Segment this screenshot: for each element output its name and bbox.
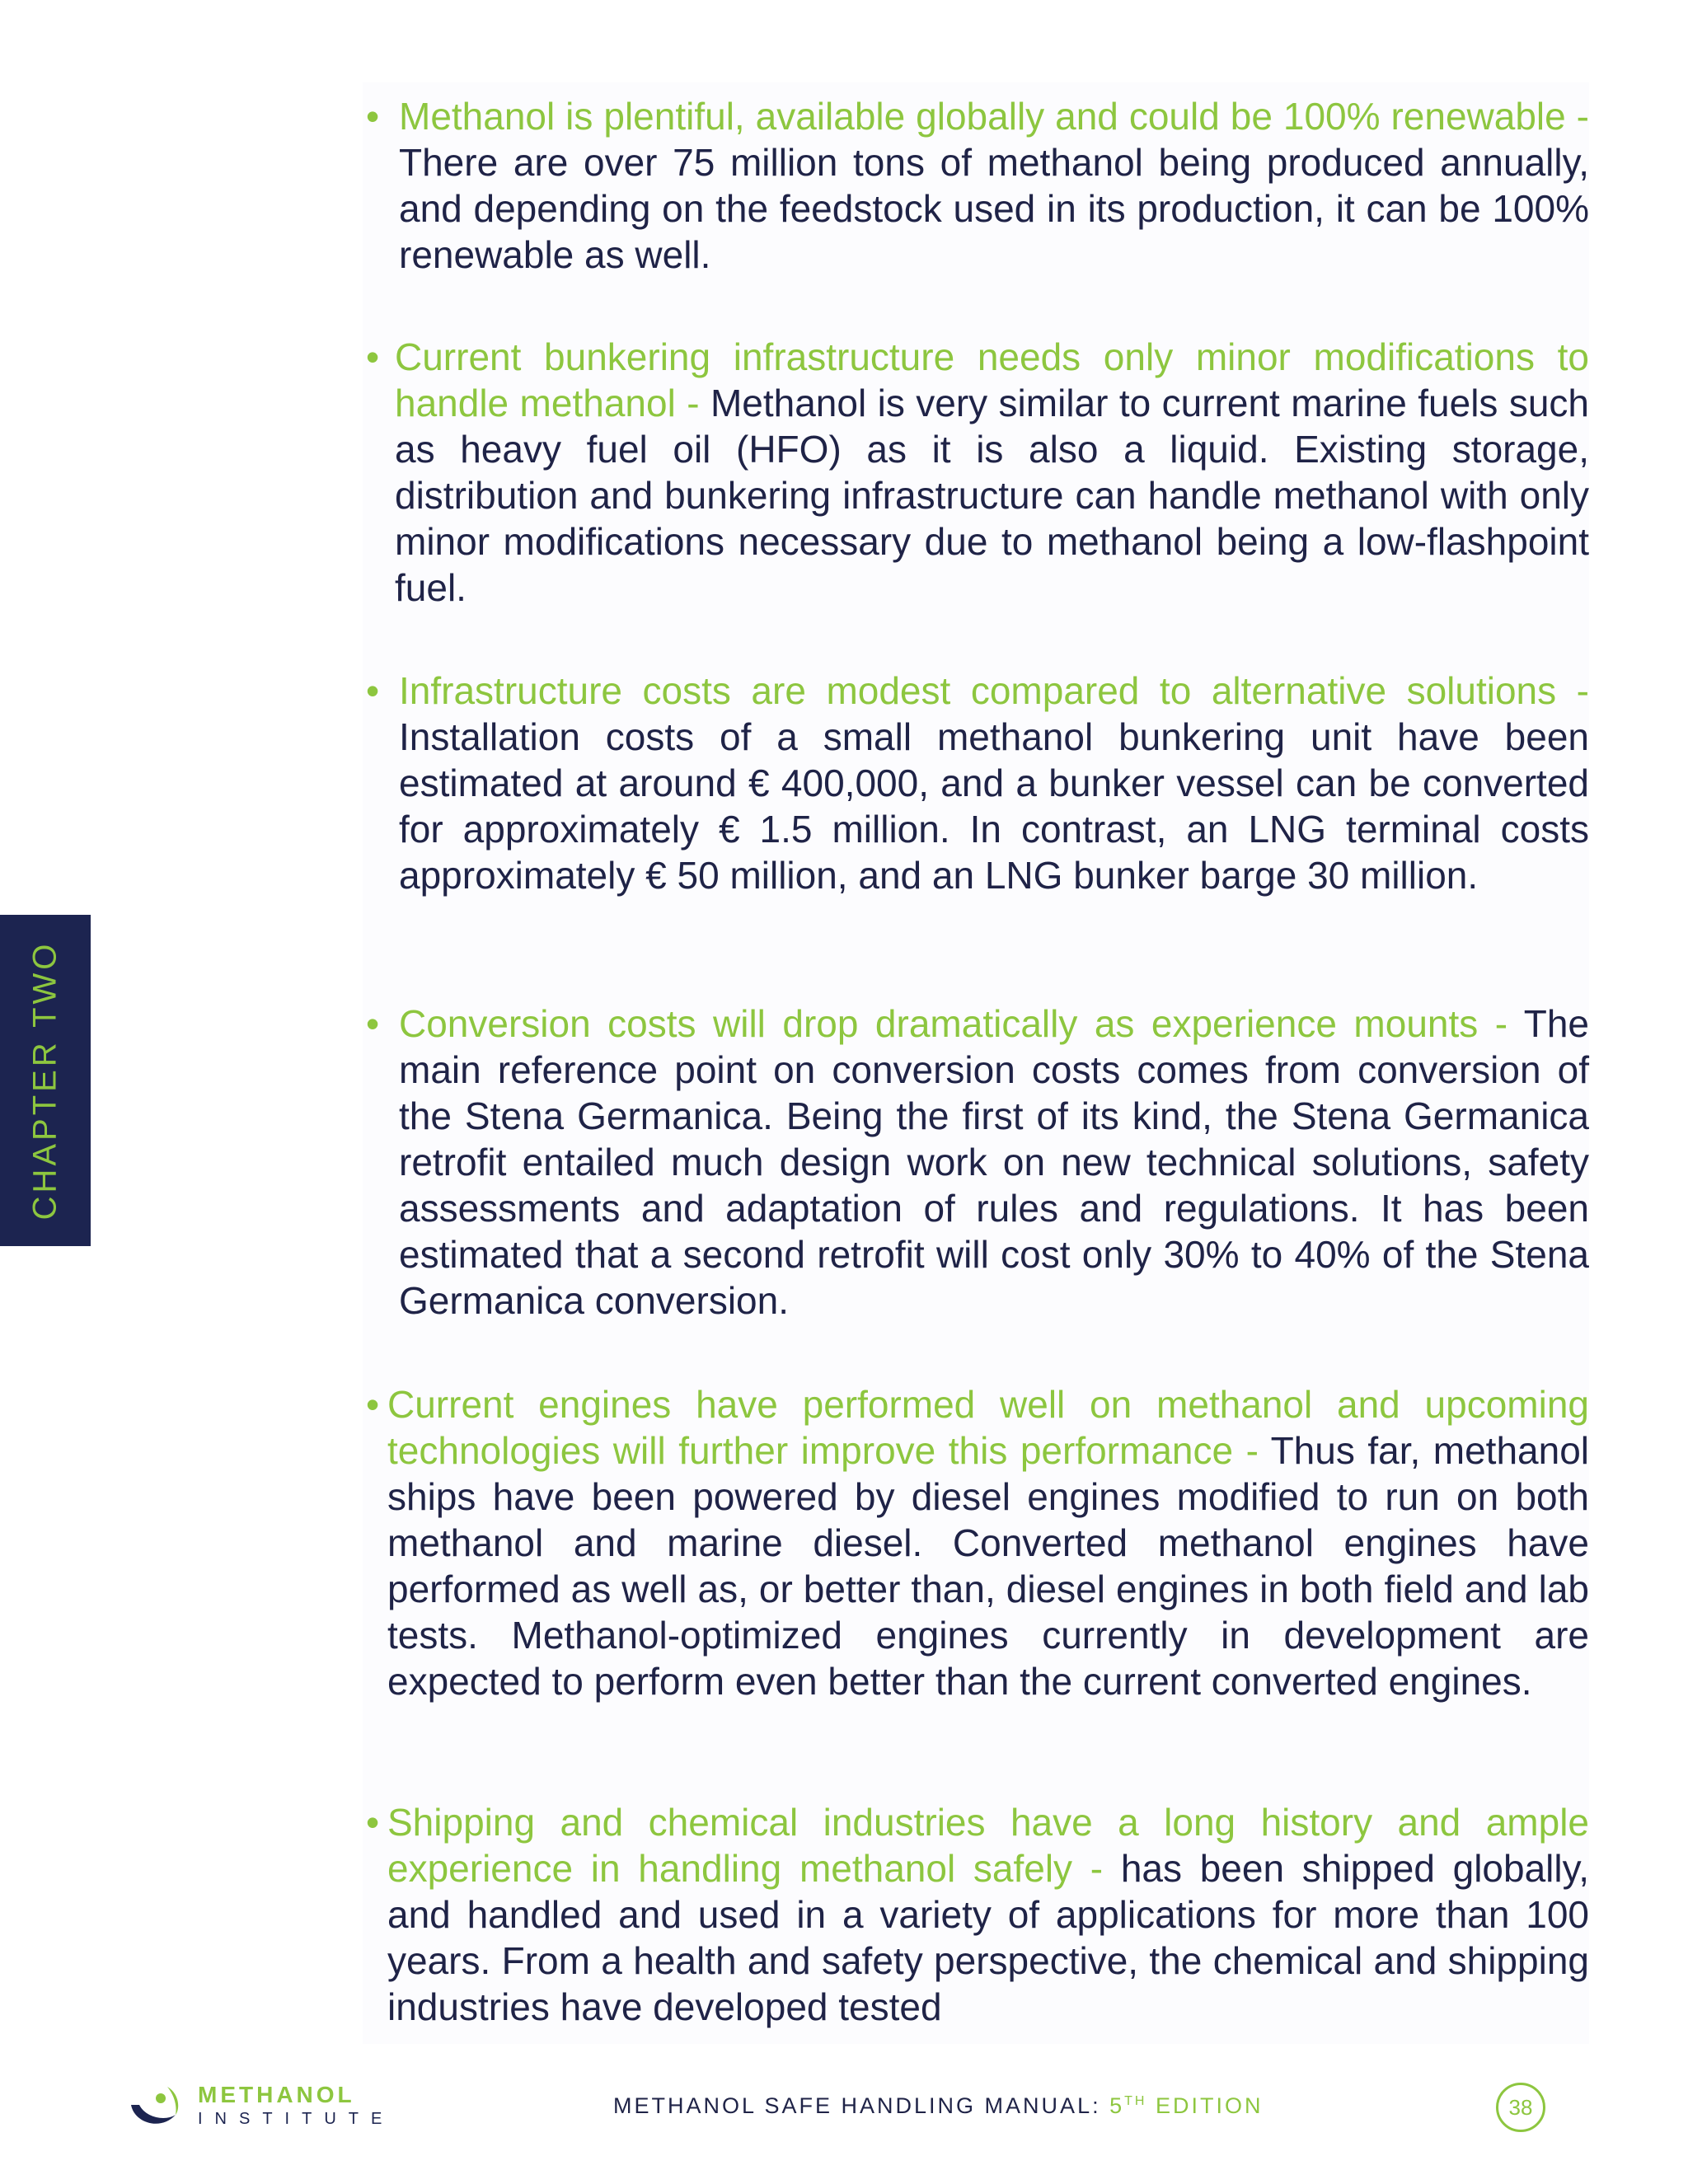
bullet-heading: Methanol is plentiful, available globally and could be 100% renewable -: [399, 95, 1589, 138]
bullet-item: [366, 1381, 1589, 1704]
methanol-institute-logo: [128, 2080, 395, 2133]
bullet-text: has been shipped globally, and handled and used in a variety of applications for more than 100 years. From a health and safety perspective, the chemical and shipping industries have developed tested: [387, 1847, 1589, 2028]
logo-subtitle: INSTITUTE: [198, 2110, 395, 2128]
footer-title: [613, 2093, 1263, 2119]
chapter-label: CHAPTER TWO: [26, 940, 63, 1221]
edition-number: 5: [1109, 2093, 1125, 2118]
chapter-tab: [0, 915, 91, 1246]
page-number: 38: [1496, 2083, 1545, 2132]
bullet-text: Installation costs of a small methanol bunkering unit have been estimated at around € 400,000, and a bunker vessel can be converted for approximately € 1.5 million. In contrast, an LNG terminal costs approximately € 50 million, and an LNG bunker barge 30 million.: [399, 715, 1589, 897]
bullet-heading: Shipping and chemical industries have a long history and ample experience in handling methanol safely -: [387, 1801, 1589, 1890]
bullet-marker: •: [366, 95, 380, 138]
edition-word: EDITION: [1146, 2093, 1264, 2118]
bullet-item: [366, 334, 1589, 611]
edition-label: [1109, 2093, 1263, 2118]
bullet-heading: Current engines have performed well on methanol and upcoming technologies will further improve this performance -: [387, 1383, 1589, 1472]
bullet-item: [366, 93, 1589, 278]
bullet-text: The main reference point on conversion costs comes from conversion of the Stena Germanica. Being the first of its kind, the Stena Germanica retrofit entailed much design work on new technical solutions, safety assessments and adaptation of rules and regulations. It has been estimated that a second retrofit will cost only 30% to 40% of the Stena Germanica conversion.: [399, 1002, 1589, 1322]
bullet-text: There are over 75 million tons of methanol being produced annually, and depending on the feedstock used in its production, it can be 100% renewable as well.: [399, 141, 1589, 276]
bullet-text: Thus far, methanol ships have been powered by diesel engines modified to run on both methanol and marine diesel. Converted methanol engines have performed as well as, or better than, diesel engines in both field and lab tests. Methanol-optimized engines currently in development are expected to perform even better than the current converted engines.: [387, 1429, 1590, 1703]
bullet-text: Methanol is very similar to current marine fuels such as heavy fuel oil (HFO) as it is also a liquid. Existing storage, distribution and bunkering infrastructure can handle methanol with only minor modifications necessary due to methanol being a low-flashpoint fuel.: [395, 382, 1589, 609]
bullet-marker: •: [366, 335, 380, 378]
bullet-heading: Infrastructure costs are modest compared to alternative solutions -: [399, 669, 1589, 712]
bullet-heading: Current bunkering infrastructure needs only minor modifications to handle methanol -: [395, 335, 1589, 424]
bullet-heading: Conversion costs will drop dramatically as experience mounts -: [399, 1002, 1524, 1045]
logo-name: METHANOL: [198, 2082, 355, 2107]
bullet-item: [366, 1799, 1589, 2030]
bullet-marker: •: [366, 1801, 380, 1844]
bullet-item: [366, 1001, 1589, 1324]
bullet-marker: •: [366, 1002, 380, 1045]
manual-title: METHANOL SAFE HANDLING MANUAL:: [613, 2093, 1110, 2118]
bullet-item: [366, 668, 1589, 898]
logo-crescent-icon: [128, 2080, 185, 2133]
bullet-marker: •: [366, 669, 380, 712]
bullet-marker: •: [366, 1383, 380, 1426]
edition-suffix: TH: [1124, 2094, 1147, 2108]
